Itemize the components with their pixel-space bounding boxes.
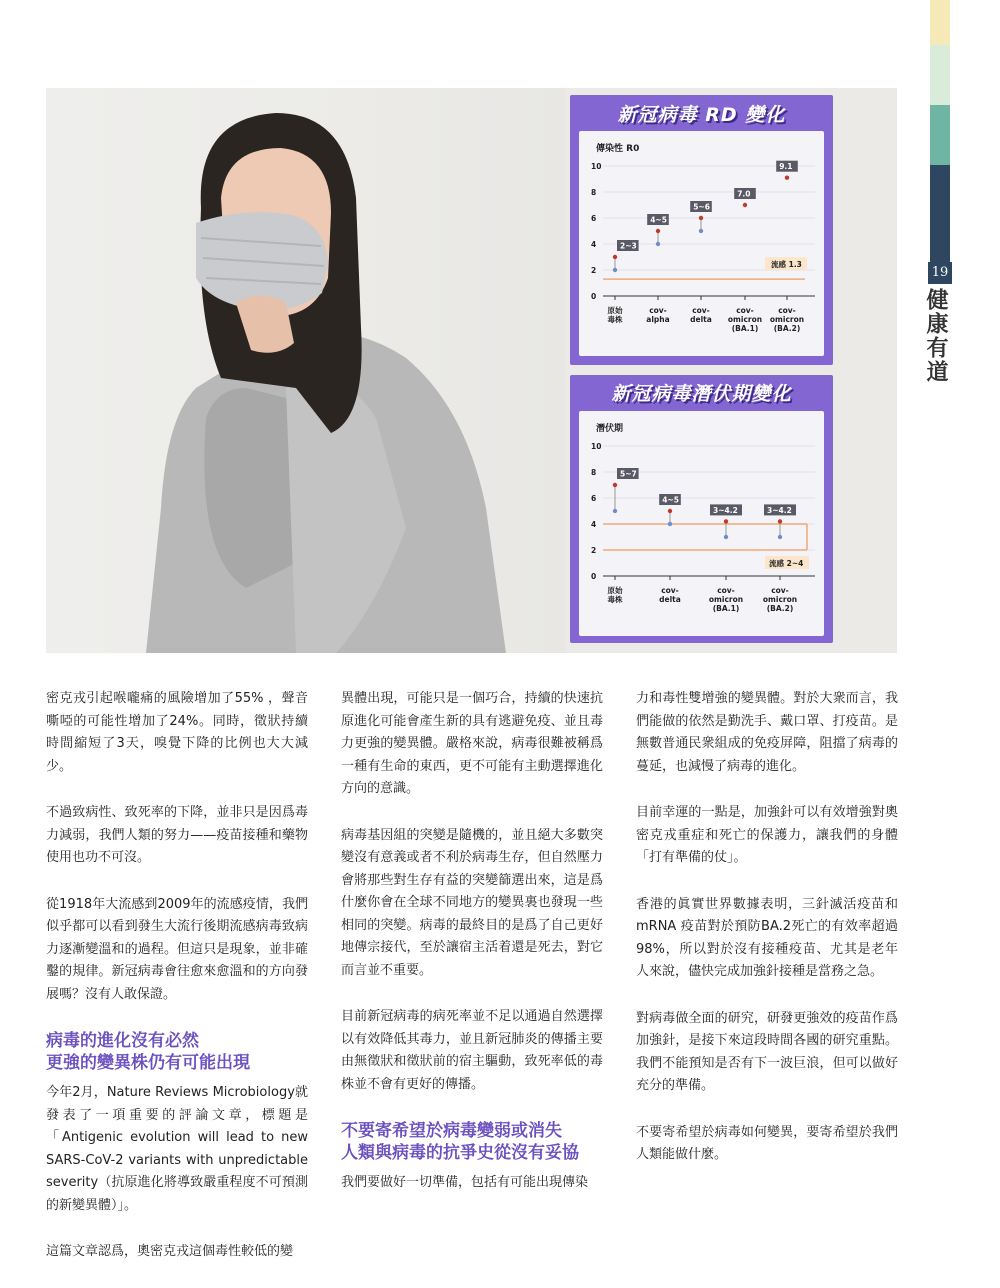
data-point-low	[656, 242, 660, 246]
chart-incubation-panel	[570, 375, 833, 643]
paragraph: 我們要做好一切準備，包括有可能出現傳染	[341, 1175, 589, 1190]
x-tick-label: 原始	[607, 306, 623, 315]
paragraph: 不過致病性、致死率的下降，並非只是因爲毒力減弱，我們人類的努力——疫苗接種和藥物使用也功不可沒。	[46, 805, 308, 865]
chart-r0-title: 新冠病毒 RD 變化	[617, 104, 786, 126]
subheading-line-1: 不要寄希望於病毒變弱或消失	[341, 1121, 562, 1141]
y-tick-label: 4	[591, 240, 597, 249]
paragraph: 今年2月，Nature Reviews Microbiology就發表了一項重要的評論文章，標題是「Antigenic evolution will lead to new SARS-CoV-2 variants with unpredictable severity（抗原進化將導致嚴重程度不可預測的新變異體）」。	[46, 1085, 308, 1213]
data-point-high	[699, 216, 703, 220]
paragraph: 密克戎引起喉嚨痛的風險增加了55% ，聲音嘶啞的可能性增加了24%。同時，徵狀持續時間縮短了3天，嗅覺下降的比例也大大減少。	[46, 691, 308, 774]
chart-incubation-plot	[579, 411, 824, 636]
y-tick-label: 10	[591, 162, 602, 171]
data-label: 4~5	[650, 215, 667, 225]
x-tick-label: omicron	[762, 595, 798, 604]
paragraph: 目前幸運的一點是，加強針可以有效增強對奧密克戎重症和死亡的保護力，讓我們的身體「打有準備的仗」。	[636, 805, 898, 865]
axis-label: 傳染性 R0	[596, 144, 640, 154]
data-point-low	[668, 522, 672, 526]
y-tick-label: 0	[591, 292, 597, 301]
x-tick-label: omicron	[727, 315, 763, 324]
subheading	[341, 1120, 603, 1164]
data-label: 4~5	[662, 495, 679, 505]
x-tick-label: (BA.1)	[731, 324, 759, 333]
x-tick-label: delta	[690, 315, 712, 324]
photo-woman-with-mask	[46, 88, 566, 653]
data-point-high	[778, 519, 782, 523]
x-tick-label: delta	[659, 595, 681, 604]
y-tick-label: 8	[591, 468, 597, 477]
paragraph: 病毒基因組的突變是隨機的，並且絕大多數突變沒有意義或者不利於病毒生存，但自然壓力會將那些對生存有益的突變篩選出來，這是爲什麼你會在全球不同地方的變異裏也發現一些相同的突變。病毒的最終目的是爲了自己更好地傳宗接代，至於讓宿主活着還是死去，對它而言並不重要。	[341, 827, 603, 978]
x-tick-label: cov-	[736, 306, 754, 315]
y-tick-label: 6	[591, 494, 597, 503]
y-tick-label: 0	[591, 572, 597, 581]
data-label: 3~4.2	[713, 505, 738, 515]
subheading-line-2: 人類與病毒的抗爭史從沒有妥協	[341, 1143, 579, 1163]
paragraph: 這篇文章認爲，奧密克戎這個毒性較低的變	[46, 1244, 294, 1259]
data-label: 5~7	[620, 469, 637, 479]
data-point-high	[656, 229, 660, 233]
y-tick-label: 4	[591, 520, 597, 529]
y-tick-label: 8	[591, 188, 597, 197]
data-point-low	[778, 535, 782, 539]
x-tick-label: cov-	[778, 306, 796, 315]
text-column-1	[46, 688, 308, 1288]
paragraph: 不要寄希望於病毒如何變異，要寄希望於我們人類能做什麼。	[636, 1124, 898, 1162]
paragraph: 對病毒做全面的研究，研發更強效的疫苗作爲加強針，是接下來這段時間各國的研究重點。我們不能預知是否有下一波巨浪，但可以做好充分的準備。	[636, 1010, 898, 1093]
x-tick-label: 毒株	[607, 315, 623, 324]
paragraph: 目前新冠病毒的病死率並不足以通過自然選擇以有效降低其毒力，並且新冠肺炎的傳播主要由無徵狀和徵狀前的宿主驅動，致死率低的毒株並不會有更好的傳播。	[341, 1009, 603, 1092]
data-point-high	[668, 509, 672, 513]
chart-r0-plot	[579, 131, 824, 356]
data-point-high	[613, 255, 617, 259]
paragraph: 力和毒性雙增強的變異體。對於大衆而言，我們能做的依然是勤洗手、戴口罩、打疫苗。是無數普通民衆組成的免疫屏障，阻擋了病毒的蔓延，也減慢了病毒的進化。	[636, 691, 898, 774]
data-point-low	[613, 268, 617, 272]
color-bar-3	[930, 105, 950, 165]
x-tick-label: 原始	[607, 586, 623, 595]
y-tick-label: 2	[591, 266, 597, 275]
data-label: 5~6	[693, 202, 710, 212]
y-tick-label: 10	[591, 442, 602, 451]
data-point-low	[699, 229, 703, 233]
x-tick-label: alpha	[646, 315, 670, 324]
chart-r0-panel	[570, 95, 833, 365]
axis-label: 潛伏期	[596, 424, 624, 434]
page-number: 19	[928, 262, 952, 284]
x-tick-label: (BA.2)	[773, 324, 801, 333]
x-tick-label: omicron	[708, 595, 744, 604]
data-label: 9.1	[779, 162, 793, 172]
color-bar-4	[930, 165, 950, 262]
text-column-3	[636, 688, 898, 1191]
x-tick-label: cov-	[661, 586, 679, 595]
reference-label: 流感 1.3	[771, 260, 802, 270]
data-label: 2~3	[620, 241, 637, 251]
color-bar-2	[930, 45, 950, 105]
y-tick-label: 6	[591, 214, 597, 223]
paragraph: 香港的眞實世界數據表明，三針滅活疫苗和mRNA 疫苗對於預防BA.2死亡的有效率超過98%，所以對於沒有接種疫苗、尤其是老年人來說，儘快完成加強針接種是當務之急。	[636, 896, 898, 979]
data-point-low	[613, 509, 617, 513]
section-title: 健康有道	[923, 288, 949, 384]
data-label: 3~4.2	[767, 505, 792, 515]
reference-label: 流感 2~4	[769, 559, 804, 568]
x-tick-label: omicron	[769, 315, 805, 324]
x-tick-label: cov-	[717, 586, 735, 595]
data-point-high	[613, 483, 617, 487]
data-point-high	[743, 203, 747, 207]
color-bar-1	[930, 0, 950, 45]
x-tick-label: cov-	[771, 586, 789, 595]
subheading-line-2: 更強的變異株仍有可能出現	[46, 1053, 250, 1073]
x-tick-label: (BA.2)	[766, 604, 794, 613]
chart-incubation-title: 新冠病毒潛伏期變化	[611, 383, 792, 405]
text-column-2	[341, 688, 603, 1219]
data-point-low	[724, 535, 728, 539]
x-tick-label: (BA.1)	[712, 604, 740, 613]
x-tick-label: cov-	[649, 306, 667, 315]
y-tick-label: 2	[591, 546, 597, 555]
data-label: 7.0	[737, 189, 751, 199]
subheading	[46, 1030, 308, 1074]
x-tick-label: cov-	[692, 306, 710, 315]
paragraph: 從1918年大流感到2009年的流感疫情，我們似乎都可以看到發生大流行後期流感病毒致病力逐漸變溫和的過程。但這只是現象，並非確鑿的規律。新冠病毒會往愈來愈溫和的方向發展嗎？沒有人敢保證。	[46, 896, 308, 1002]
data-point-high	[724, 519, 728, 523]
subheading-line-1: 病毒的進化沒有必然	[46, 1031, 199, 1051]
paragraph: 異體出現，可能只是一個巧合，持續的快速抗原進化可能會產生新的具有逃避免疫、並且毒力更強的變異體。嚴格來說，病毒很難被稱爲一種有生命的東西，更不可能有主動選擇進化方向的意識。	[341, 691, 603, 796]
x-tick-label: 毒株	[607, 595, 623, 604]
data-point-high	[785, 176, 789, 180]
